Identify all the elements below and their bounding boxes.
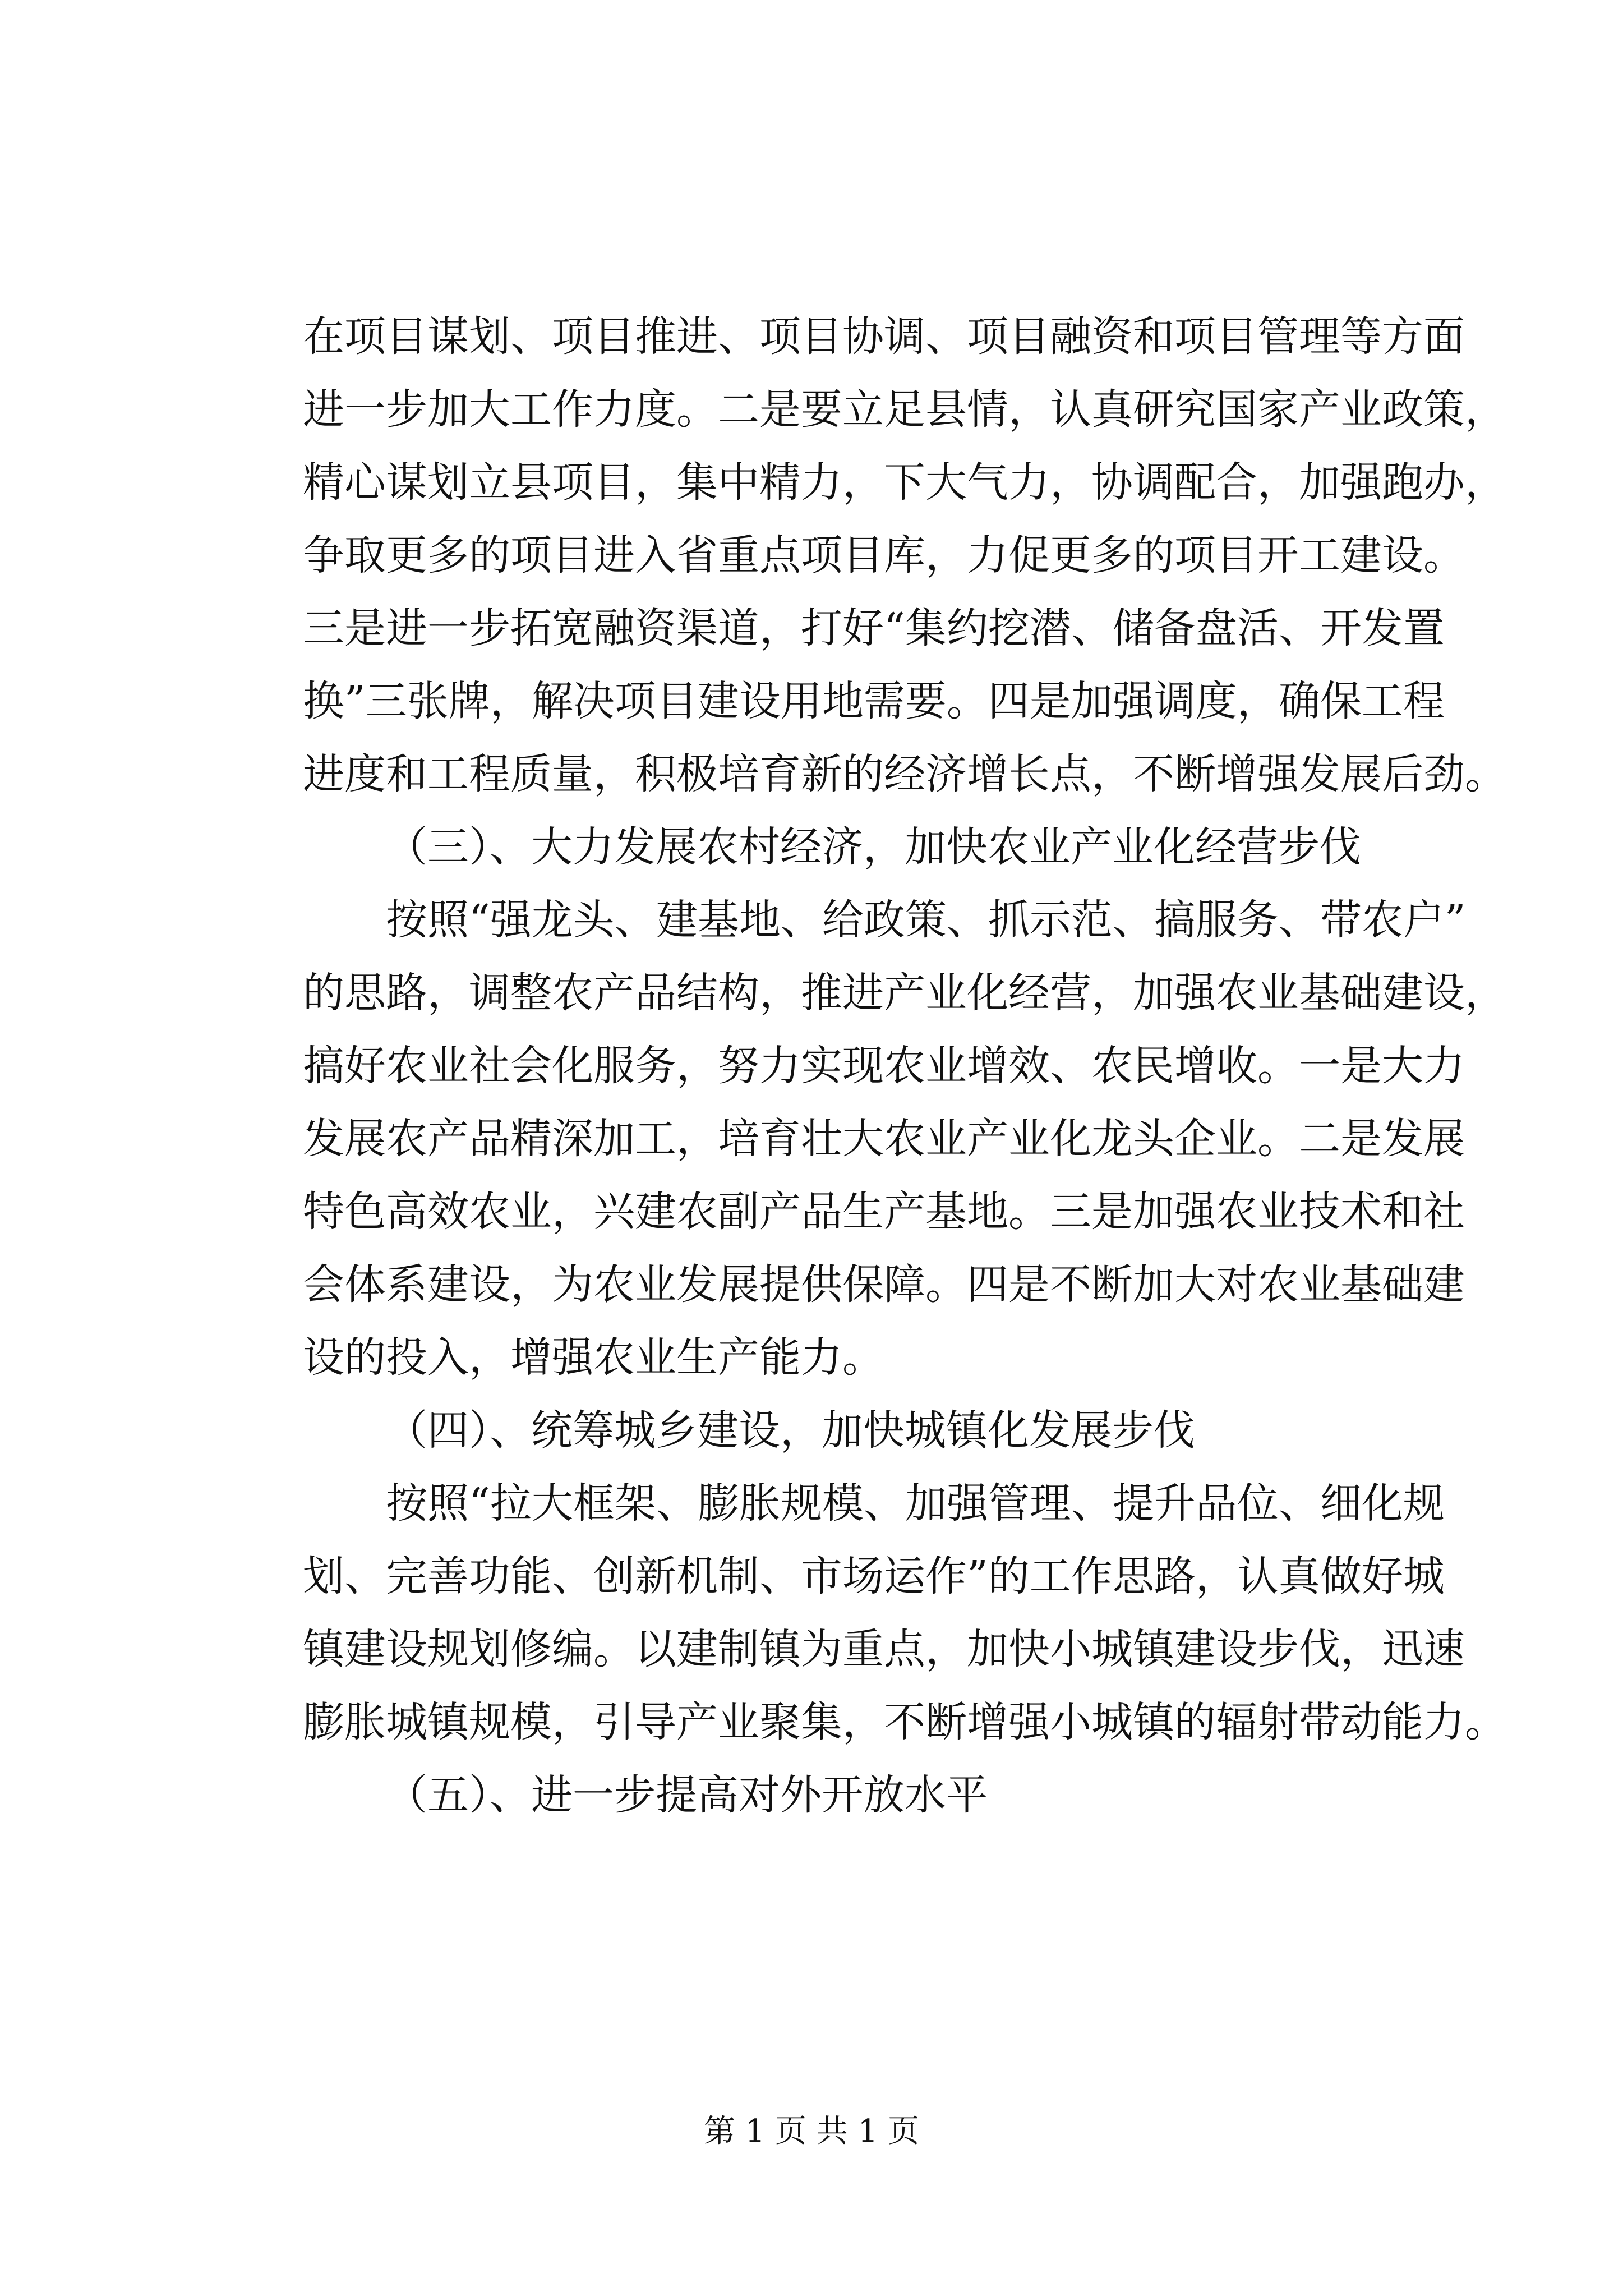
document-body bbox=[303, 300, 1506, 1832]
section-heading: （五）、进一步提高对外开放水平 bbox=[386, 1771, 988, 1819]
paragraph-last-line: 设的投入，增强农业生产能力。 bbox=[303, 1333, 884, 1382]
paragraph-first-line: 按照“拉大框架、膨胀规模、加强管理、提升品位、细化规 bbox=[386, 1479, 1445, 1527]
paragraph-line: 在项目谋划、项目推进、项目协调、项目融资和项目管理等方面 bbox=[303, 312, 1465, 361]
paragraph-line: 精心谋划立县项目，集中精力，下大气力，协调配合，加强跑办， bbox=[303, 458, 1506, 507]
paragraph-line: 镇建设规划修编。以建制镇为重点，加快小城镇建设步伐，迅速 bbox=[303, 1625, 1465, 1673]
paragraph-line: 进一步加大工作力度。二是要立足县情，认真研究国家产业政策， bbox=[303, 385, 1506, 434]
page-footer: 第 1 页 共 1 页 bbox=[703, 2113, 920, 2150]
paragraph-line: 进度和工程质量，积极培育新的经济增长点，不断增强发展后劲。 bbox=[303, 750, 1506, 798]
paragraph-line: 争取更多的项目进入省重点项目库，力促更多的项目开工建设。 bbox=[303, 531, 1465, 579]
paragraph-line: 膨胀城镇规模，引导产业聚集，不断增强小城镇的辐射带动能力。 bbox=[303, 1698, 1506, 1746]
paragraph-line: 的思路，调整农产品结构，推进产业化经营，加强农业基础建设， bbox=[303, 969, 1506, 1017]
section-heading: （四）、统筹城乡建设，加快城镇化发展步伐 bbox=[386, 1406, 1195, 1455]
paragraph-line: 三是进一步拓宽融资渠道，打好“集约挖潜、储备盘活、开发置 bbox=[303, 604, 1445, 652]
paragraph-line: 会体系建设，为农业发展提供保障。四是不断加大对农业基础建 bbox=[303, 1260, 1465, 1309]
paragraph-first-line: 按照“强龙头、建基地、给政策、抓示范、搞服务、带农户” bbox=[386, 896, 1466, 944]
paragraph-line: 换”三张牌，解决项目建设用地需要。四是加强调度，确保工程 bbox=[303, 677, 1445, 725]
section-heading: （三）、大力发展农村经济，加快农业产业化经营步伐 bbox=[386, 823, 1361, 871]
paragraph-line: 发展农产品精深加工，培育壮大农业产业化龙头企业。二是发展 bbox=[303, 1115, 1465, 1163]
paragraph-line: 搞好农业社会化服务，努力实现农业增效、农民增收。一是大力 bbox=[303, 1042, 1465, 1090]
paragraph-line: 特色高效农业，兴建农副产品生产基地。三是加强农业技术和社 bbox=[303, 1188, 1465, 1236]
paragraph-line: 划、完善功能、创新机制、市场运作”的工作思路，认真做好城 bbox=[303, 1552, 1445, 1600]
